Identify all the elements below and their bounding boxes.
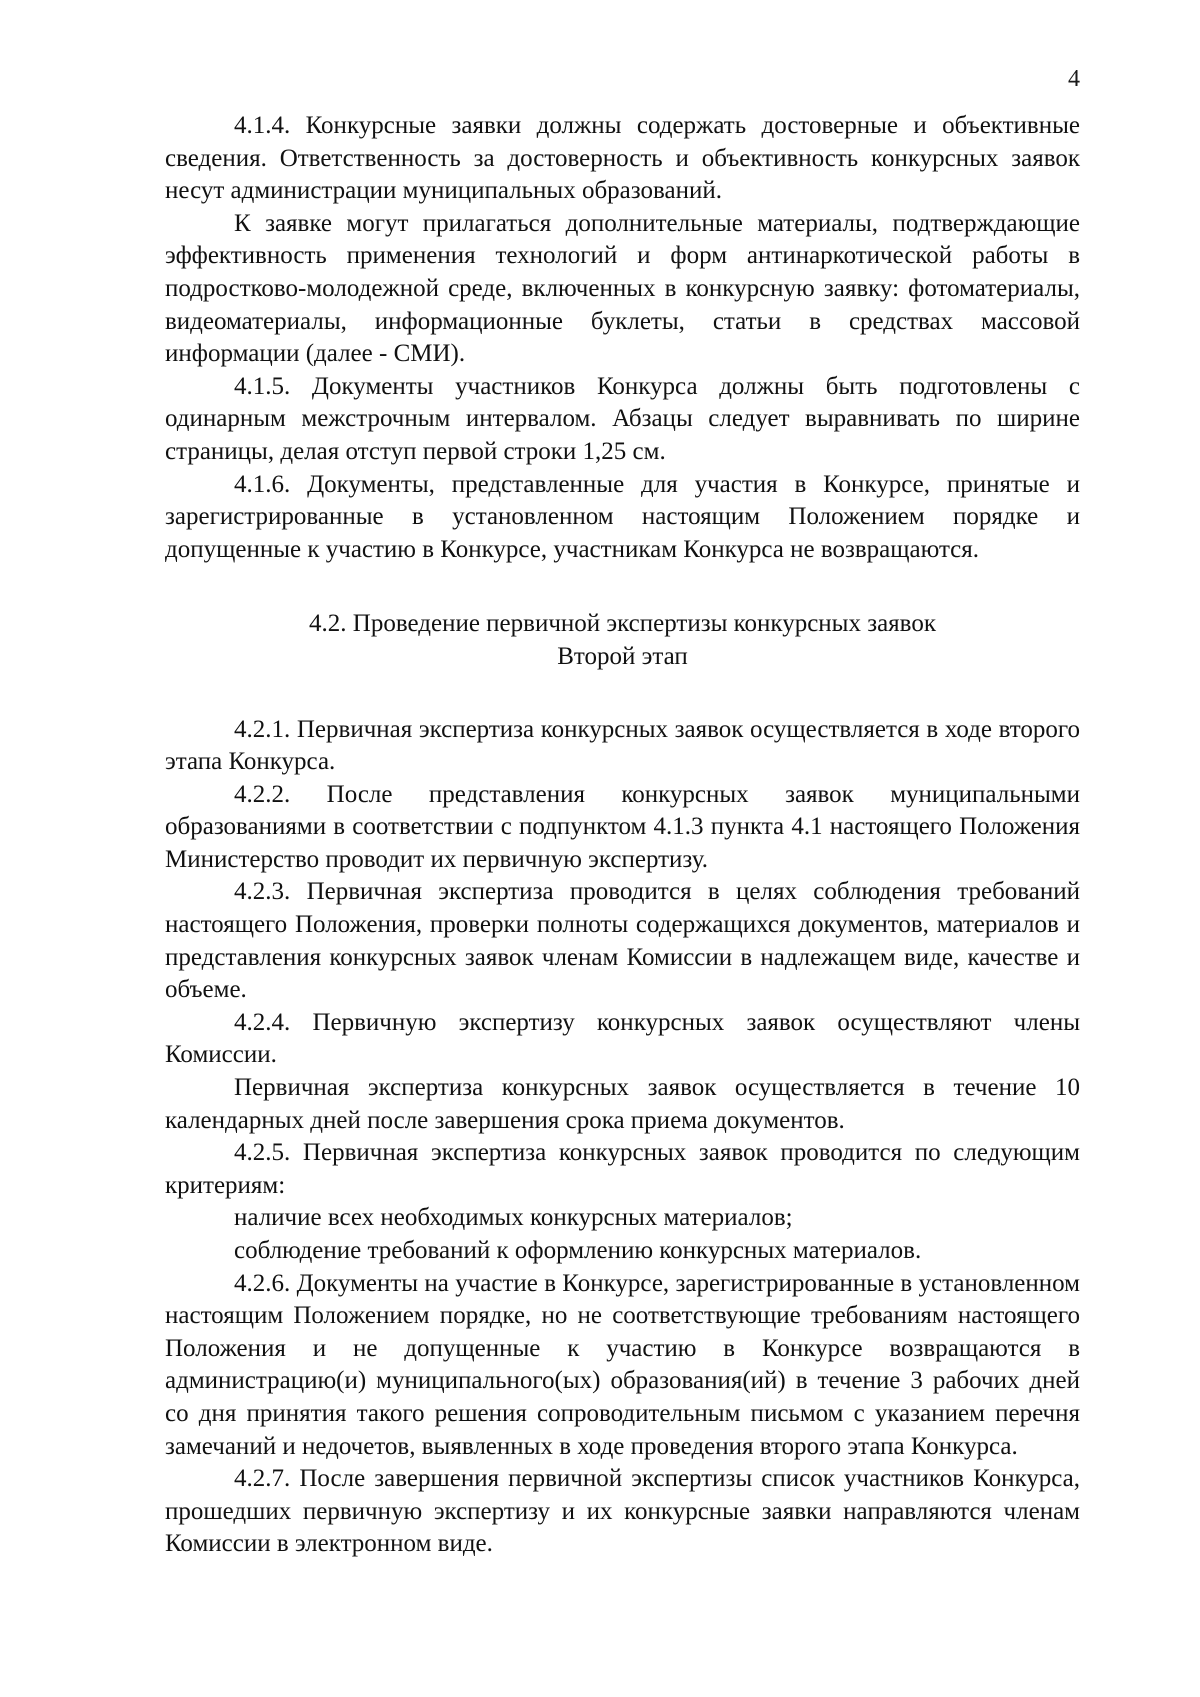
paragraph-4-1-4: 4.1.4. Конкурсные заявки должны содержать достоверные и объективные сведения. Ответственность за достоверность и объективность конкурсных заявок несут администрации муниципальных образований. xyxy=(165,112,1080,205)
paragraph-timing: Первичная экспертиза конкурсных заявок осуществляется в течение 10 календарных дней после завершения срока приема документов. xyxy=(165,1074,1080,1134)
section-heading xyxy=(165,608,1080,673)
paragraph-attachments: К заявке могут прилагаться дополнительные материалы, подтверждающие эффективность применения технологий и форм антинаркотической работы в подростково-молодежной среде, включенных в конкурсную заявку: фотоматериалы, видеоматериалы, информационные буклеты, статьи в средствах массовой информации (далее - СМИ). xyxy=(165,209,1080,368)
paragraph-4-2-6: 4.2.6. Документы на участие в Конкурсе, зарегистрированные в установленном настоящим Положением порядке, но не соответствующие требованиям настоящего Положения и не допущенные к участию в Конкурсе возвращаются в администрацию(и) муниципального(ых) образования(ий) в течение 3 рабочих дней со дня принятия такого решения сопроводительным письмом с указанием перечня замечаний и недочетов, выявленных в ходе проведения второго этапа Конкурса. xyxy=(165,1269,1080,1460)
paragraph-4-2-2: 4.2.2. После представления конкурсных заявок муниципальными образованиями в соответствии с подпунктом 4.1.3 пункта 4.1 настоящего Положения Министерство проводит их первичную экспертизу. xyxy=(165,780,1080,873)
paragraph-4-2-4: 4.2.4. Первичную экспертизу конкурсных заявок осуществляют члены Комиссии. xyxy=(165,1008,1080,1069)
paragraph-4-1-6: 4.1.6. Документы, представленные для участия в Конкурсе, принятые и зарегистрированные в установленном настоящим Положением порядке и допущенные к участию в Конкурсе, участникам Конкурса не возвращаются. xyxy=(165,470,1080,563)
stage-subtitle: Второй этап xyxy=(557,642,688,670)
criteria-item: соблюдение требований к оформлению конкурсных материалов. xyxy=(234,1237,922,1264)
paragraph-4-2-3: 4.2.3. Первичная экспертиза проводится в целях соблюдения требований настоящего Положения, проверки полноты содержащихся документов, материалов и представления конкурсных заявок членам Комиссии в надлежащем виде, качестве и объеме. xyxy=(165,878,1080,1004)
section-title: 4.2. Проведение первичной экспертизы конкурсных заявок xyxy=(309,610,936,638)
page-number: 4 xyxy=(1068,66,1080,92)
paragraph-4-2-5: 4.2.5. Первичная экспертиза конкурсных заявок проводится по следующим критериям: xyxy=(165,1139,1080,1199)
paragraph-4-2-1: 4.2.1. Первичная экспертиза конкурсных заявок осуществляется в ходе второго этапа Конкурса. xyxy=(165,715,1080,776)
document-body xyxy=(165,110,1080,1561)
criteria-item: наличие всех необходимых конкурсных материалов; xyxy=(234,1204,793,1232)
paragraph-4-1-5: 4.1.5. Документы участников Конкурса должны быть подготовлены с одинарным межстрочным интервалом. Абзацы следует выравнивать по ширине страницы, делая отступ первой строки 1,25 см. xyxy=(165,372,1080,465)
paragraph-4-2-7: 4.2.7. После завершения первичной экспертизы список участников Конкурса, прошедших первичную экспертизу и их конкурсные заявки направляются членам Комиссии в электронном виде. xyxy=(165,1465,1080,1558)
